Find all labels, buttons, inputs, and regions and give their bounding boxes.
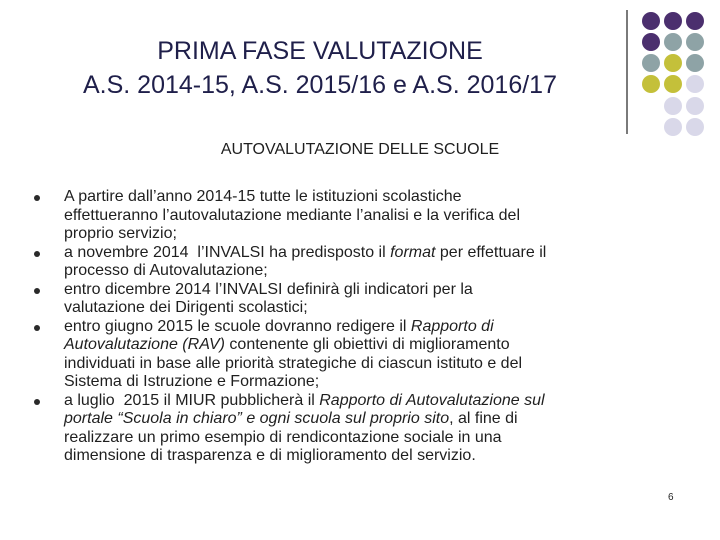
bullet-line	[64, 244, 684, 263]
text-run: valutazione dei Dirigenti scolastici;	[64, 299, 308, 316]
decorative-dot	[686, 118, 704, 136]
decorative-dot	[642, 33, 660, 51]
text-run: a novembre 2014 l’INVALSI ha predisposto il	[64, 243, 391, 261]
bullet-line	[64, 429, 684, 448]
text-run: realizzare un primo esempio di rendicontazione sociale in una	[64, 428, 502, 446]
decorative-dot	[686, 75, 704, 93]
text-run: portale “Scuola in chiaro” e ogni scuola sul proprio sito	[64, 410, 450, 427]
bullet-item	[34, 281, 684, 318]
text-run: dimensione di trasparenza e di miglioramento del servizio.	[64, 447, 476, 464]
text-run: entro dicembre 2014 l’INVALSI definirà gli indicatori per la	[64, 280, 473, 298]
text-run: contenente gli obiettivi di miglioramento	[224, 336, 510, 353]
bullet-dot-icon	[34, 251, 40, 257]
decorative-dot	[642, 54, 660, 72]
decorative-dot	[664, 118, 682, 136]
text-run: effettueranno l’autovalutazione mediante l’analisi e la verifica del	[64, 206, 520, 224]
bullet-item	[34, 318, 684, 392]
bullet-text	[64, 244, 684, 281]
bullet-text	[64, 188, 684, 244]
bullet-line	[64, 355, 684, 374]
decorative-dot	[642, 75, 660, 93]
text-run: processo di Autovalutazione;	[64, 262, 268, 279]
page-number: 6	[668, 492, 674, 503]
bullet-dot-icon	[34, 399, 40, 405]
text-run: proprio servizio;	[64, 225, 177, 242]
bullet-text	[64, 281, 684, 318]
bullet-line	[64, 410, 684, 429]
bullet-line	[64, 299, 684, 318]
bullet-line	[64, 281, 684, 300]
bullet-line	[64, 318, 684, 337]
text-run: format	[390, 243, 436, 261]
text-run: Rapporto di Autovalutazione sul	[319, 391, 545, 409]
text-run: individuati in base alle priorità strategiche di ciascun istituto e del	[64, 354, 523, 372]
bullet-dot-icon	[34, 325, 40, 331]
bullet-line	[64, 207, 684, 226]
decorative-dot	[686, 12, 704, 30]
bullet-dot-icon	[34, 288, 40, 294]
decorative-dot-grid	[0, 0, 720, 160]
text-run: , al fine di	[449, 410, 518, 427]
bullet-list	[34, 188, 684, 466]
text-run: Rapporto di	[410, 317, 494, 335]
decorative-dot	[686, 97, 704, 115]
text-run: a luglio 2015 il MIUR pubblicherà il	[64, 391, 320, 409]
decorative-dot	[686, 33, 704, 51]
text-run: A partire dall’anno 2014-15 tutte le istituzioni scolastiche	[64, 188, 462, 205]
bullet-dot-icon	[34, 195, 40, 201]
bullet-line	[64, 262, 684, 281]
bullet-item	[34, 188, 684, 244]
bullet-line	[64, 447, 684, 466]
bullet-line	[64, 336, 684, 355]
bullet-text	[64, 392, 684, 466]
bullet-line	[64, 225, 684, 244]
decorative-dot	[664, 75, 682, 93]
bullet-item	[34, 244, 684, 281]
bullet-text	[64, 318, 684, 392]
decorative-dot	[664, 54, 682, 72]
decorative-dot	[664, 97, 682, 115]
text-run: Autovalutazione (RAV)	[64, 336, 225, 353]
bullet-line	[64, 188, 684, 207]
title-line-1: PRIMA FASE VALUTAZIONE	[157, 37, 483, 65]
decorative-dot	[642, 12, 660, 30]
decorative-dot	[664, 33, 682, 51]
decorative-dot	[664, 12, 682, 30]
text-run: Sistema di Istruzione e Formazione;	[64, 373, 320, 390]
slide-subtitle: AUTOVALUTAZIONE DELLE SCUOLE	[220, 141, 500, 158]
decorative-dot	[686, 54, 704, 72]
bullet-line	[64, 373, 684, 392]
text-run: per effettuare il	[435, 243, 547, 261]
text-run: entro giugno 2015 le scuole dovranno redigere il	[64, 317, 411, 335]
bullet-item	[34, 392, 684, 466]
bullet-line	[64, 392, 684, 411]
title-line-2: A.S. 2014-15, A.S. 2015/16 e A.S. 2016/17	[83, 71, 557, 99]
